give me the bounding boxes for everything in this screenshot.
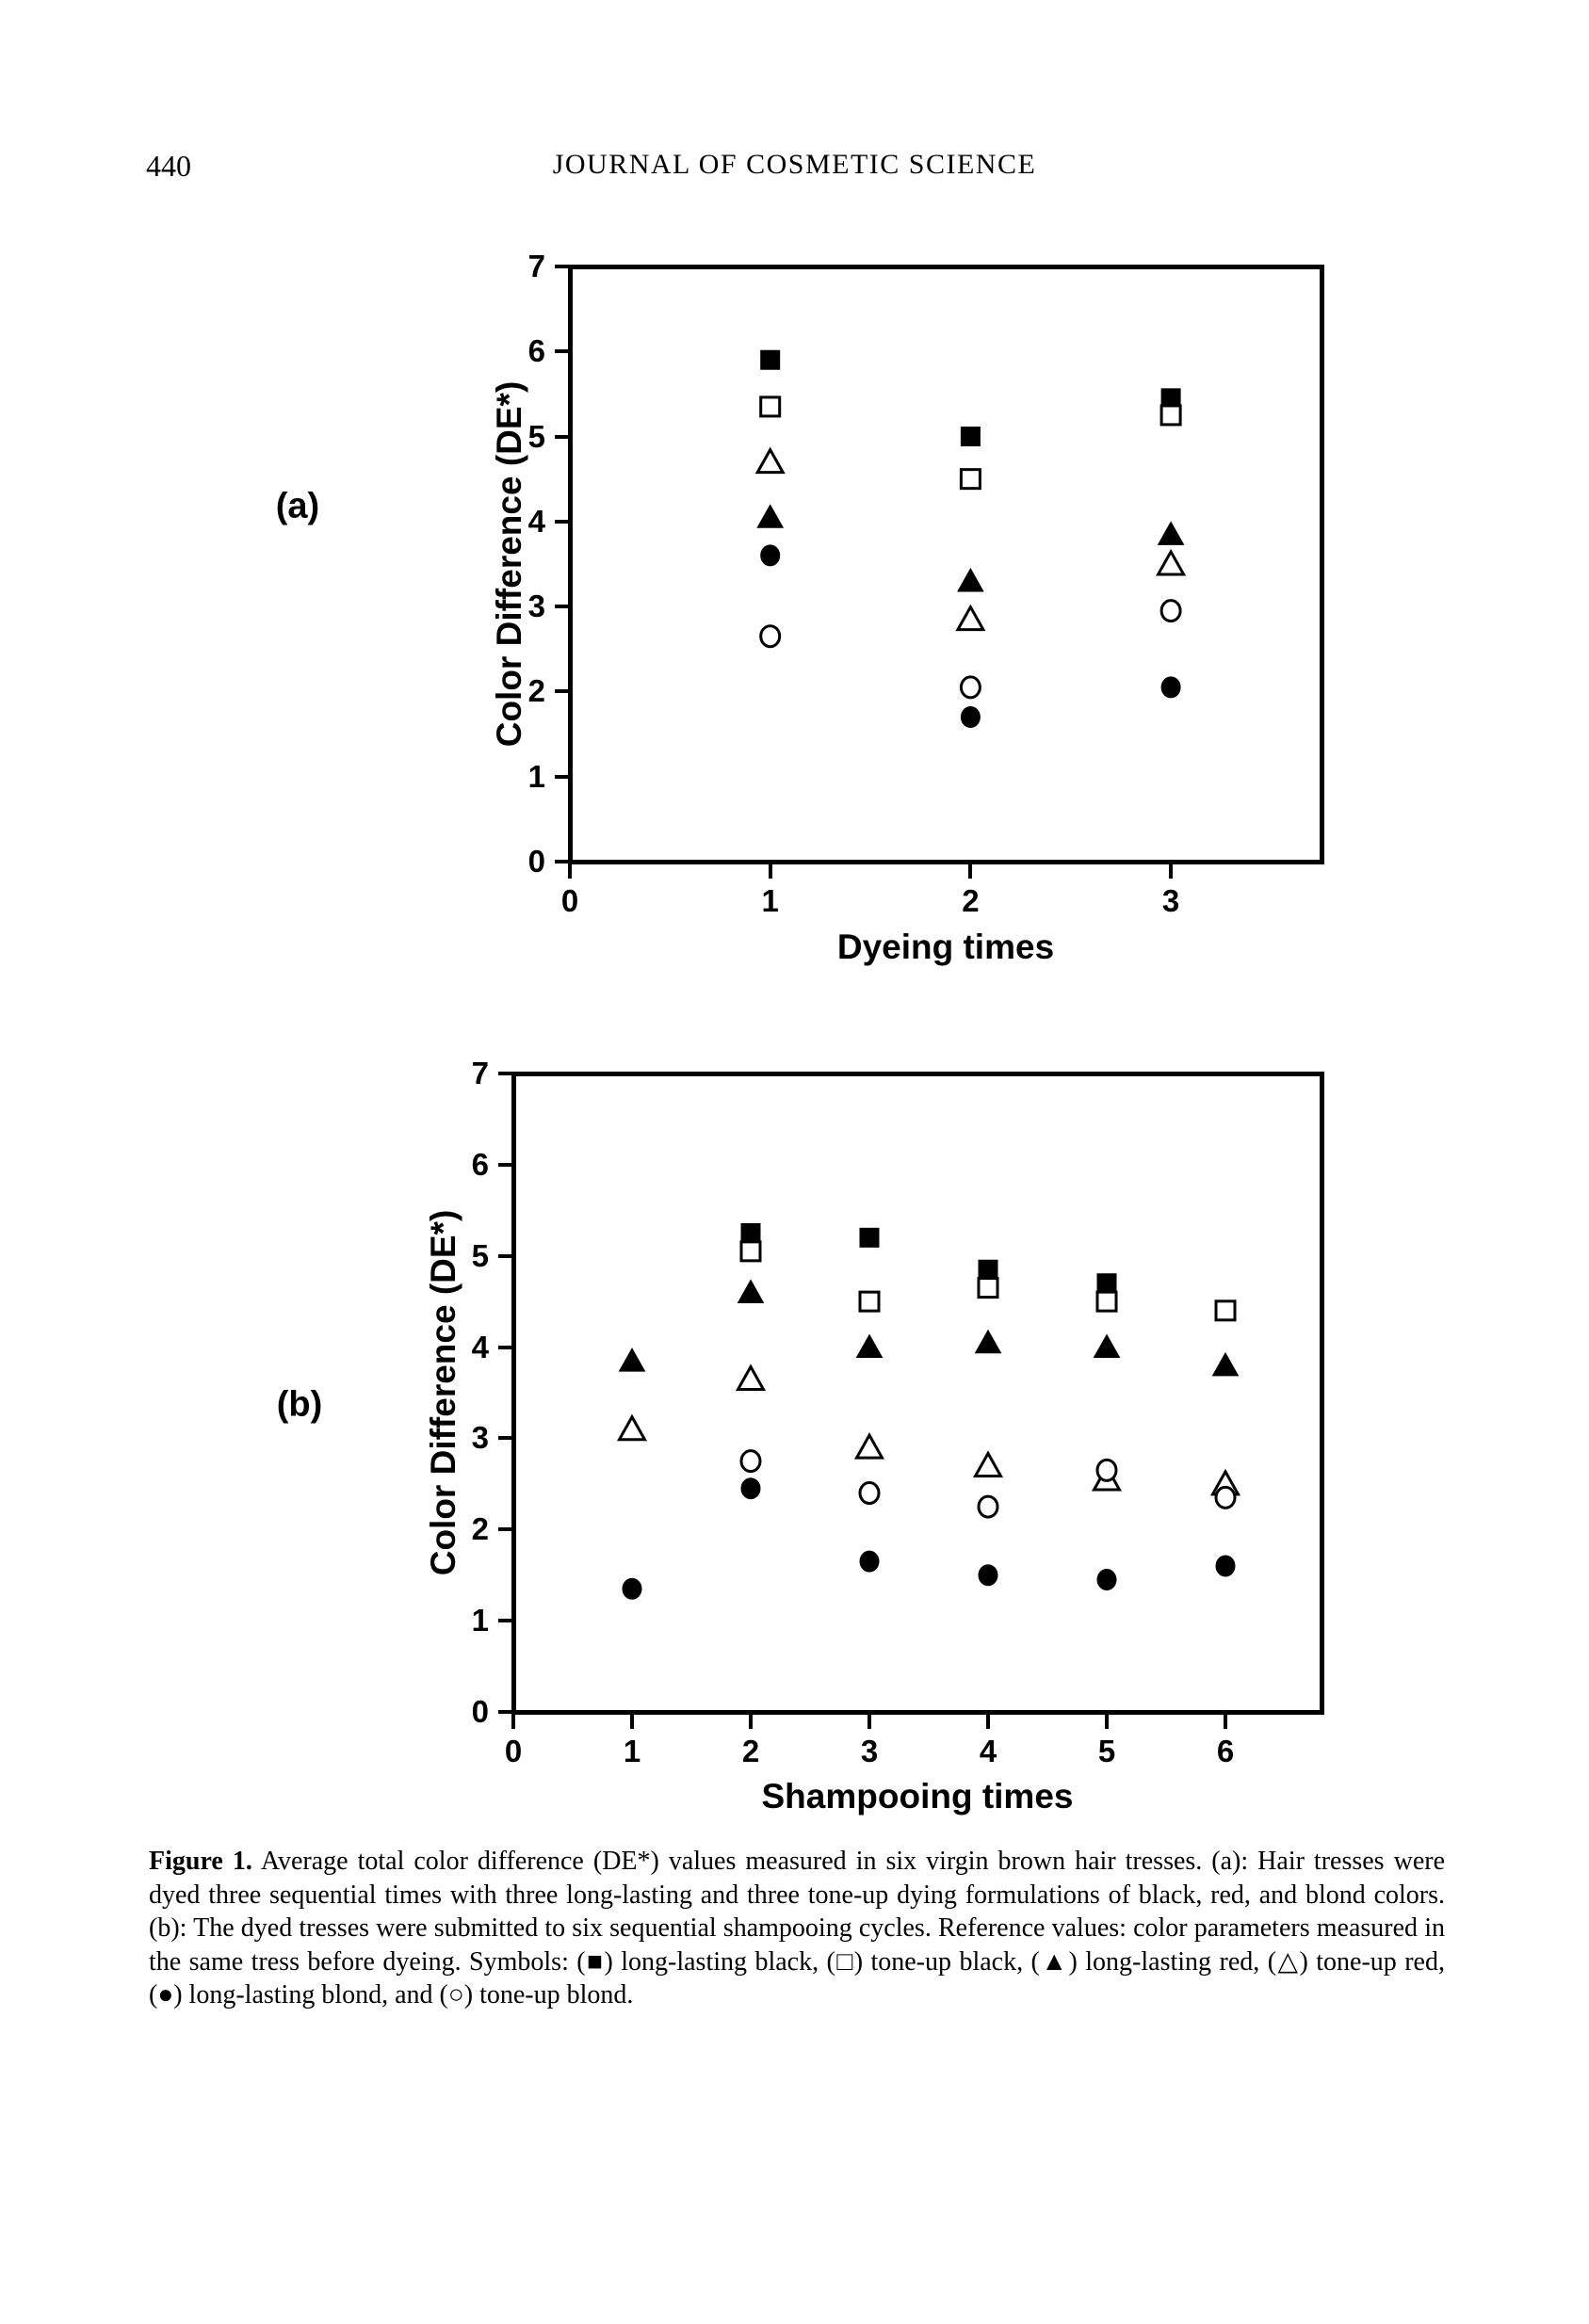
y-tick-label-b-1: 1 — [471, 1603, 489, 1638]
figure-caption-label: Figure 1. — [149, 1847, 252, 1876]
marker-filled-triangle-long-lasting-red — [976, 1331, 1001, 1353]
marker-filled-triangle-long-lasting-red — [857, 1335, 883, 1358]
marker-filled-triangle-long-lasting-red — [1213, 1353, 1239, 1376]
marker-open-circle-tone-up-blond — [1161, 601, 1180, 621]
marker-filled-circle-long-lasting-blond — [961, 706, 980, 727]
x-tick-label-b-2: 2 — [741, 1734, 760, 1768]
y-tick-label-a-7: 7 — [527, 248, 545, 283]
x-tick-label-a-3: 3 — [1161, 883, 1180, 918]
marker-filled-circle-long-lasting-blond — [761, 545, 780, 566]
x-tick-label-a-0: 0 — [560, 883, 579, 918]
marker-filled-circle-long-lasting-blond — [741, 1478, 760, 1499]
x-tick-label-b-4: 4 — [979, 1734, 997, 1768]
marker-open-square-tone-up-black — [860, 1292, 879, 1311]
marker-filled-square-long-lasting-black — [741, 1223, 760, 1242]
marker-filled-circle-long-lasting-blond — [1097, 1570, 1116, 1590]
marker-open-circle-tone-up-blond — [860, 1483, 879, 1504]
marker-open-square-tone-up-black — [1097, 1292, 1116, 1311]
marker-open-square-tone-up-black — [1216, 1301, 1235, 1320]
marker-open-circle-tone-up-blond — [761, 626, 780, 647]
marker-open-triangle-tone-up-red — [857, 1435, 883, 1458]
y-tick-label-a-4: 4 — [527, 503, 545, 539]
x-tick-label-b-6: 6 — [1216, 1734, 1235, 1768]
marker-filled-triangle-long-lasting-red — [1159, 522, 1184, 544]
journal-title: JOURNAL OF COSMETIC SCIENCE — [552, 149, 1037, 180]
y-tick-label-a-5: 5 — [527, 418, 545, 454]
marker-open-circle-tone-up-blond — [1216, 1487, 1235, 1508]
y-tick-label-b-0: 0 — [471, 1694, 489, 1729]
marker-filled-triangle-long-lasting-red — [1094, 1335, 1120, 1358]
panel-label-a: (a) — [275, 486, 320, 526]
marker-open-triangle-tone-up-red — [757, 450, 783, 473]
marker-filled-square-long-lasting-black — [761, 350, 780, 369]
y-tick-label-b-7: 7 — [471, 1055, 489, 1090]
marker-open-square-tone-up-black — [1161, 406, 1180, 425]
y-tick-label-a-2: 2 — [527, 673, 545, 709]
page-number: 440 — [146, 149, 191, 183]
marker-filled-circle-long-lasting-blond — [1216, 1556, 1235, 1576]
x-tick-label-b-1: 1 — [623, 1734, 641, 1768]
marker-filled-triangle-long-lasting-red — [620, 1348, 645, 1371]
marker-open-square-tone-up-black — [961, 470, 980, 489]
marker-open-triangle-tone-up-red — [1159, 552, 1184, 574]
marker-filled-square-long-lasting-black — [860, 1228, 879, 1247]
marker-open-triangle-tone-up-red — [620, 1417, 645, 1440]
x-tick-label-b-3: 3 — [860, 1734, 879, 1768]
marker-open-circle-tone-up-blond — [741, 1451, 760, 1472]
figure-caption-text: Average total color difference (DE*) values measured in six virgin brown hair tresses. (a): Hair tresses were dyed three sequential times with three long-lasting and three tone-up dying formulations of black, red, and blond colors. (b): The dyed tresses were submitted to six sequential shampooing cycles. Reference values: color parameters measured in the same tress before dyeing. Symbols: (■) long-lasting black, (□) tone-up black, (▲) long-lasting red, (△) tone-up red, (●) long-lasting blond, and (○) tone-up blond. — [149, 1847, 1445, 2009]
marker-filled-square-long-lasting-black — [979, 1260, 997, 1279]
x-axis-title-b: Shampooing times — [761, 1777, 1074, 1816]
marker-open-square-tone-up-black — [761, 397, 780, 416]
y-tick-label-a-0: 0 — [527, 844, 545, 879]
marker-filled-circle-long-lasting-blond — [979, 1565, 997, 1586]
marker-filled-square-long-lasting-black — [961, 428, 980, 446]
y-tick-label-a-3: 3 — [527, 589, 545, 624]
figure-caption — [149, 1845, 1445, 2012]
marker-open-triangle-tone-up-red — [738, 1366, 764, 1389]
y-axis-title-a: Color Difference (DE*) — [490, 380, 528, 748]
marker-filled-circle-long-lasting-blond — [860, 1551, 879, 1572]
x-tick-label-a-2: 2 — [962, 883, 980, 918]
x-axis-title-a: Dyeing times — [836, 928, 1055, 966]
y-tick-label-b-4: 4 — [471, 1329, 489, 1364]
marker-open-triangle-tone-up-red — [976, 1453, 1001, 1476]
y-tick-label-a-6: 6 — [527, 333, 545, 369]
marker-filled-circle-long-lasting-blond — [623, 1578, 641, 1599]
marker-open-square-tone-up-black — [979, 1279, 997, 1298]
marker-filled-triangle-long-lasting-red — [738, 1280, 764, 1302]
panel-label-b: (b) — [276, 1384, 323, 1425]
marker-open-triangle-tone-up-red — [958, 607, 983, 630]
x-tick-label-b-5: 5 — [1097, 1734, 1116, 1768]
x-tick-label-a-1: 1 — [761, 883, 779, 918]
marker-open-circle-tone-up-blond — [979, 1496, 997, 1517]
y-tick-label-b-2: 2 — [471, 1511, 489, 1547]
marker-open-circle-tone-up-blond — [1097, 1460, 1116, 1480]
y-tick-label-b-6: 6 — [471, 1146, 489, 1182]
marker-filled-square-long-lasting-black — [1097, 1274, 1116, 1293]
x-tick-label-b-0: 0 — [504, 1734, 523, 1768]
marker-filled-triangle-long-lasting-red — [757, 505, 783, 527]
marker-filled-circle-long-lasting-blond — [1161, 677, 1180, 698]
marker-filled-triangle-long-lasting-red — [958, 569, 983, 591]
y-axis-title-b: Color Difference (DE*) — [424, 1209, 462, 1576]
y-tick-label-b-3: 3 — [471, 1420, 489, 1456]
y-tick-label-b-5: 5 — [471, 1237, 489, 1273]
marker-open-circle-tone-up-blond — [961, 677, 980, 698]
marker-open-square-tone-up-black — [741, 1242, 760, 1261]
y-tick-label-a-1: 1 — [527, 758, 545, 794]
